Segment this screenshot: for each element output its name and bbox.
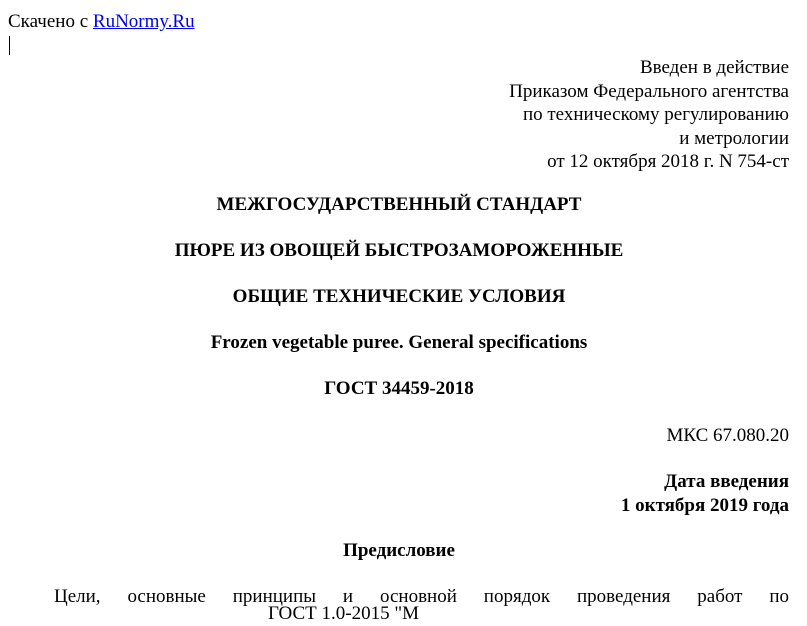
document-subtitle: ОБЩИЕ ТЕХНИЧЕСКИЕ УСЛОВИЯ: [232, 286, 566, 307]
introduction-date: 1 октября 2019 года: [620, 495, 789, 516]
introduction-date-block: [621, 470, 789, 518]
approval-line: и метрологии: [679, 127, 789, 149]
approval-line: Приказом Федерального агентства: [509, 80, 789, 102]
gost-number: ГОСТ 34459-2018: [324, 378, 474, 399]
approval-block: [509, 56, 789, 174]
approval-line: Введен в действие: [639, 57, 789, 78]
document-title: ПЮРЕ ИЗ ОВОЩЕЙ БЫСТРОЗАМОРОЖЕННЫЕ: [174, 240, 624, 261]
english-title: Frozen vegetable puree. General specifications: [210, 332, 588, 353]
source-prefix: Скачено с: [8, 11, 93, 32]
approval-line: от 12 октября 2018 г. N 754-ст: [547, 151, 789, 172]
runormy-link[interactable]: RuNormy.Ru: [92, 11, 195, 32]
standard-type-heading: МЕЖГОСУДАРСТВЕННЫЙ СТАНДАРТ: [216, 194, 582, 215]
introduction-label: Дата введения: [664, 471, 789, 492]
mks-code: МКС 67.080.20: [666, 425, 789, 446]
text-cursor: [9, 36, 10, 55]
preface-heading: Предисловие: [343, 540, 455, 561]
source-line: [8, 10, 195, 34]
approval-line: по техническому регулированию: [522, 104, 789, 125]
preface-paragraph: Цели, основные принципы и основной порядок проведения работ по: [54, 586, 789, 607]
preface-next-line-clipped: [8, 603, 789, 624]
preface-cut-text: ГОСТ 1.0-2015 "М: [268, 603, 419, 624]
